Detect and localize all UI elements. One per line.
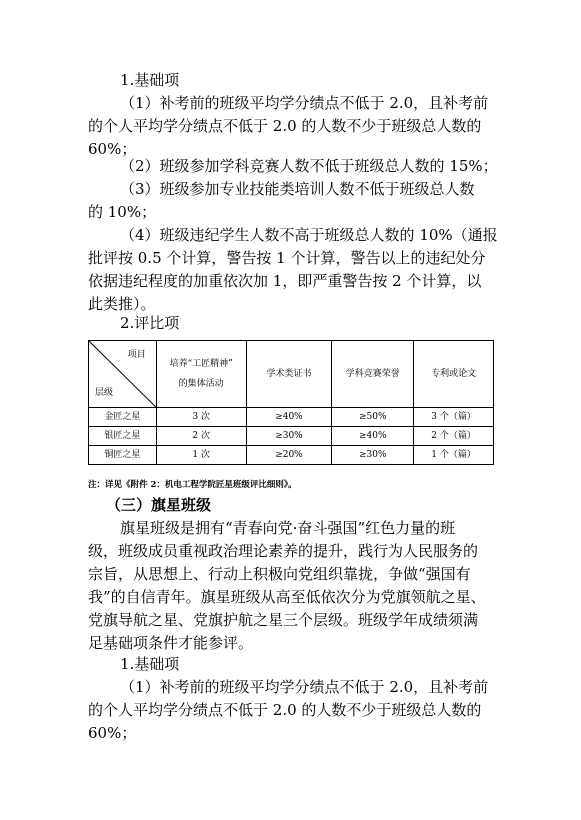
table-header-cell <box>156 341 246 408</box>
table-corner-cell <box>89 341 157 408</box>
paragraph-line: 宗旨，从思想上、行动上积极向党组织靠拢，争做“强国有 <box>88 565 471 583</box>
paragraph-line: 旗星班级是拥有“青春向党·奋斗强国”红色力量的班 <box>120 519 456 537</box>
header-text: 的集体活动 <box>178 379 224 389</box>
table-cell: ≥30% <box>332 446 414 465</box>
table-row <box>89 427 494 446</box>
paragraph-line: （3）班级参加专业技能类培训人数不低于班级总人数 <box>120 180 475 198</box>
section-heading-basic: 1.基础项 <box>120 71 180 89</box>
table-cell: ≥50% <box>332 408 414 427</box>
paragraph-line: （1）补考前的班级平均学分绩点不低于 2.0，且补考前 <box>120 94 489 112</box>
corner-label-level: 层级 <box>95 388 114 398</box>
table-cell: 铜匠之星 <box>89 446 157 465</box>
corner-label-item: 项目 <box>127 350 146 360</box>
paragraph-line: 60%； <box>88 140 137 158</box>
table-header-cell: 学术类证书 <box>246 341 332 408</box>
paragraph-line: 我”的自信青年。旗星班级从高至低依次分为党旗领航之星、 <box>88 588 486 606</box>
paragraph-line: 60%； <box>88 724 137 742</box>
table-row <box>89 408 494 427</box>
paragraph-line: 的个人平均学分绩点不低于 2.0 的人数不少于班级总人数的 <box>88 117 482 135</box>
table-cell: ≥40% <box>246 408 332 427</box>
paragraph-line: 足基础项条件才能参评。 <box>88 634 254 652</box>
paragraph-line: 党旗导航之星、党旗护航之星三个层级。班级学年成绩须满 <box>88 611 479 629</box>
table-cell: 金匠之星 <box>89 408 157 427</box>
table-cell: 2 个（篇） <box>414 427 494 446</box>
table-cell: 3 次 <box>156 408 246 427</box>
table-cell: 2 次 <box>156 427 246 446</box>
table-cell: 银匠之星 <box>89 427 157 446</box>
table-header-cell: 学科竞赛荣誉 <box>332 341 414 408</box>
paragraph-line: （4）班级违纪学生人数不高于班级总人数的 10%（通报 <box>120 226 498 244</box>
table-cell: ≥20% <box>246 446 332 465</box>
table-note: 注：详见《附件 2：机电工程学院匠星班级评比细则》。 <box>88 480 297 490</box>
table-cell: 1 个（篇） <box>414 446 494 465</box>
paragraph-line: 级，班级成员重视政治理论素养的提升，践行为人民服务的 <box>88 542 479 560</box>
table-cell: ≥40% <box>332 427 414 446</box>
section-heading-compare: 2.评比项 <box>120 314 180 332</box>
paragraph-line: （2）班级参加学科竞赛人数不低于班级总人数的 15%； <box>120 157 498 175</box>
table-cell: 1 次 <box>156 446 246 465</box>
paragraph-line: 的 10%； <box>88 203 157 221</box>
section-heading-flag-class: （三）旗星班级 <box>106 496 212 514</box>
table-cell: 3 个（篇） <box>414 408 494 427</box>
header-text: 培养“工匠精神” <box>169 359 233 369</box>
paragraph-line: 此类推）。 <box>88 295 156 313</box>
table-header-cell: 专利或论文 <box>414 341 494 408</box>
paragraph-line: （1）补考前的班级平均学分绩点不低于 2.0，且补考前 <box>120 678 489 696</box>
table-header-row <box>89 341 494 408</box>
paragraph-line: 的个人平均学分绩点不低于 2.0 的人数不少于班级总人数的 <box>88 701 482 719</box>
table-row <box>89 446 494 465</box>
table-cell: ≥30% <box>246 427 332 446</box>
paragraph-line: 批评按 0.5 个计算，警告按 1 个计算，警告以上的违纪处分 <box>88 249 486 267</box>
section-heading-basic: 1.基础项 <box>120 655 180 673</box>
paragraph-line: 依据违纪程度的加重依次加 1，即严重警告按 2 个计算，以 <box>88 272 482 290</box>
rating-table <box>88 340 494 465</box>
